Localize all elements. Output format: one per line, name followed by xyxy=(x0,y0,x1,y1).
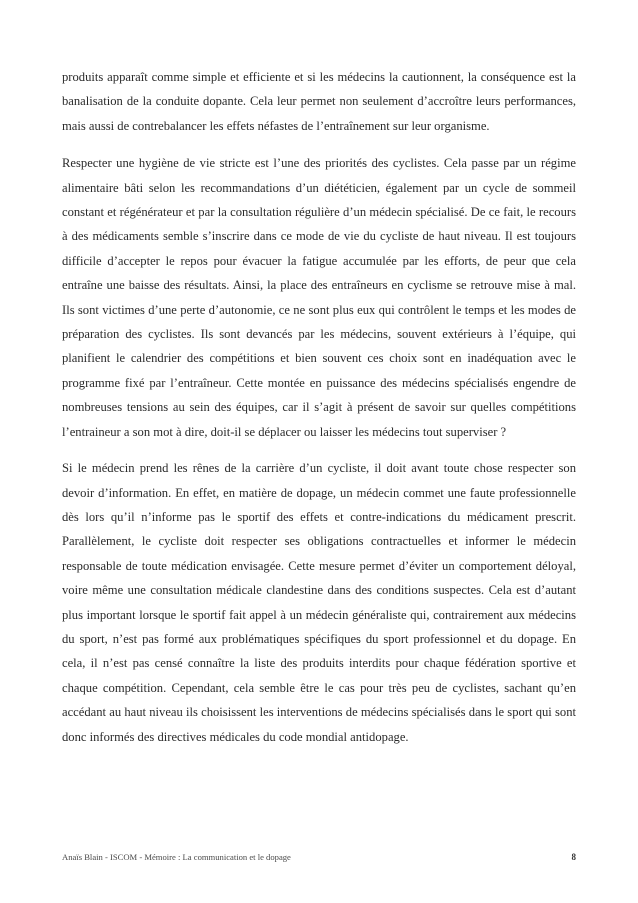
page-footer xyxy=(62,852,576,862)
paragraph-1: produits apparaît comme simple et efficiente et si les médecins la cautionnent, la conséquence est la banalisation de la conduite dopante. Cela leur permet non seulement d’accroître leurs performances, mais aussi de contrebalancer les effets néfastes de l’entraînement sur leur organisme. xyxy=(62,70,576,133)
body-text xyxy=(62,65,576,761)
page-number: 8 xyxy=(571,852,576,862)
paragraph-2: Respecter une hygiène de vie stricte est l’une des priorités des cyclistes. Cela passe par un régime alimentaire bâti selon les recommandations d’un diététicien, également par un cycle de sommeil constant et régénérateur et par la consultation régulière d’un médecin spécialisé. De ce fait, le recours à des médicaments semble s’inscrire dans ce mode de vie du cycliste de haut niveau. Il est toujours difficile d’accepter le repos pour évacuer la fatigue accumulée par les efforts, de peur que cela entraîne une baisse des résultats. Ainsi, la place des entraîneurs en cyclisme se retrouve mise à mal. Ils sont victimes d’une perte d’autonomie, ce ne sont plus eux qui contrôlent le temps et les modes de préparation des cyclistes. Ils sont devancés par les médecins, souvent extérieurs à l’équipe, qui planifient le calendrier des compétitions et bien souvent ces choix sont en inadéquation avec le programme fixé par l’entraîneur. Cette montée en puissance des médecins spécialisés engendre de nombreuses tensions au sein des équipes, car il s’agit à présent de savoir sur quelles compétitions l’entraineur a son mot à dire, doit-il se déplacer ou laisser les médecins tout superviser ? xyxy=(62,156,576,439)
footer-title: Anaïs Blain - ISCOM - Mémoire : La communication et le dopage xyxy=(62,852,291,862)
paragraph-3: Si le médecin prend les rênes de la carrière d’un cycliste, il doit avant toute chose respecter son devoir d’information. En effet, en matière de dopage, un médecin commet une faute professionnelle dès lors qu’il n’informe pas le sportif des effets et contre-indications du médicament prescrit. Parallèlement, le cycliste doit respecter ses obligations contractuelles et informer le médecin responsable de toute médication envisagée. Cette mesure permet d’éviter un comportement déloyal, voire même une consultation médicale clandestine dans des conditions suspectes. Cela est d’autant plus important lorsque le sportif fait appel à un médecin généraliste qui, contrairement aux médecins du sport, n’est pas formé aux problématiques spécifiques du sport professionnel et du dopage. En cela, il n’est pas censé connaître la liste des produits interdits pour chaque fédération sportive et chaque compétition. Cependant, cela semble être le cas pour très peu de cyclistes, sachant qu’en accédant au haut niveau ils choisissent les interventions de médecins spécialisés dans le sport qui sont donc informés des directives médicales du code mondial antidopage. xyxy=(62,461,576,744)
